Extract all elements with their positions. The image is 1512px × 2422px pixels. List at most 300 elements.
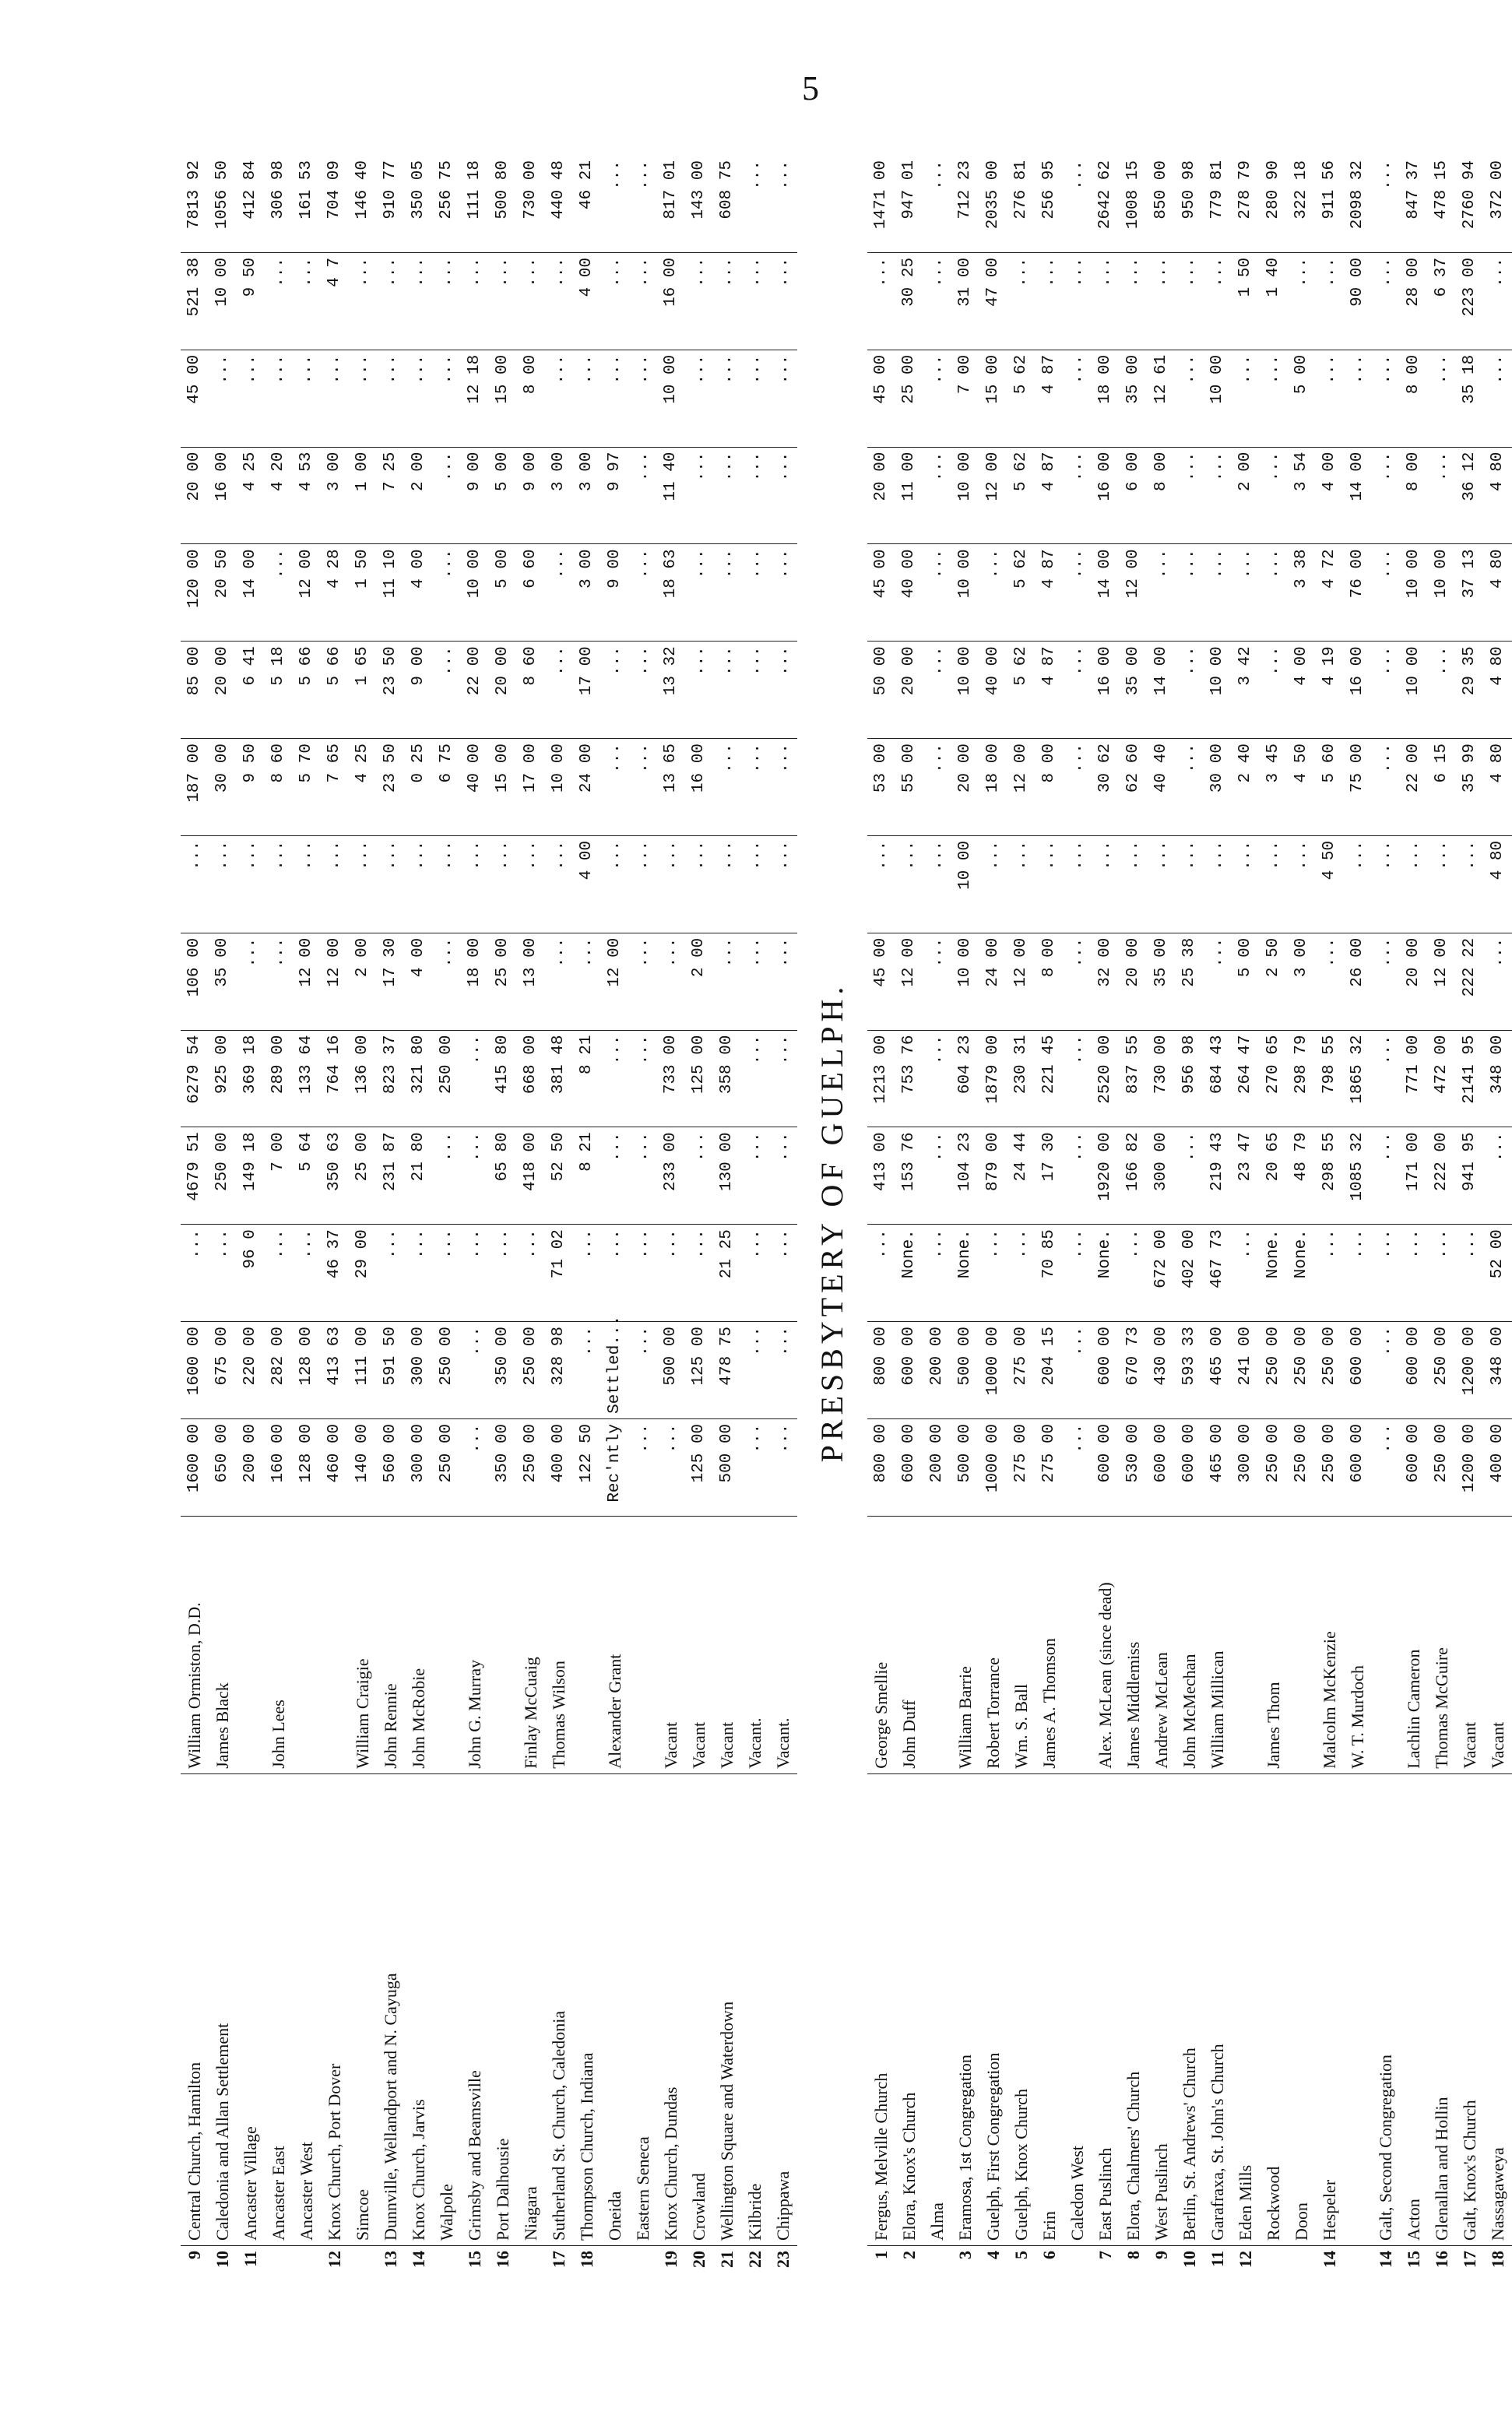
amount-cell: 120 00 bbox=[181, 544, 209, 642]
amount-cell: ... bbox=[741, 933, 769, 1030]
row-number bbox=[1064, 2245, 1092, 2289]
amount-cell: 2 00 bbox=[1232, 447, 1260, 544]
amount-cell: 231 87 bbox=[377, 1127, 405, 1225]
amount-cell: 771 00 bbox=[1400, 1030, 1428, 1127]
minister-name bbox=[237, 1516, 265, 1773]
amount-cell: 9 50 bbox=[237, 252, 265, 350]
congregation-name: Port Dalhousie bbox=[489, 1773, 517, 2245]
amount-cell: 412 84 bbox=[241, 160, 259, 220]
amount-cell: 52 00 bbox=[1484, 1225, 1512, 1322]
amount-cell: 280 90 bbox=[1264, 160, 1282, 220]
amount-cell: ... bbox=[1316, 252, 1344, 350]
table-row bbox=[685, 156, 713, 2289]
amount-cell: 4 25 bbox=[349, 739, 377, 836]
amount-cell: None. bbox=[1288, 1225, 1316, 1322]
amount-cell: ... bbox=[1092, 835, 1120, 933]
amount-cell: ... bbox=[377, 350, 405, 447]
amount-cell: ... bbox=[1372, 835, 1400, 933]
amount-cell: ... bbox=[1064, 1127, 1092, 1225]
amount-cell: 4 80 bbox=[1484, 447, 1512, 544]
table-row bbox=[741, 156, 769, 2289]
amount-cell: ... bbox=[979, 544, 1007, 642]
amount-cell: 143 00 bbox=[690, 160, 708, 220]
congregation-name: Eastern Seneca bbox=[629, 1773, 657, 2245]
presbytery-heading-row bbox=[797, 156, 867, 2289]
amount-cell: ... bbox=[433, 1225, 461, 1322]
row-number: 19 bbox=[657, 2245, 685, 2289]
amount-cell: ... bbox=[1344, 350, 1372, 447]
congregation-name: Garafraxa, St. John's Church bbox=[1204, 1773, 1232, 2245]
table-row bbox=[1288, 156, 1316, 2289]
amount-cell: ... bbox=[1064, 1030, 1092, 1127]
amount-cell: ... bbox=[377, 1225, 405, 1322]
amount-cell: 250 00 bbox=[433, 1030, 461, 1127]
amount-cell: 35 99 bbox=[1456, 739, 1484, 836]
amount-cell: 250 00 bbox=[1316, 1322, 1344, 1419]
row-number: 14 bbox=[405, 2245, 433, 2289]
amount-cell: ... bbox=[1377, 160, 1394, 190]
amount-cell: ... bbox=[1120, 835, 1148, 933]
page-number: 5 bbox=[802, 69, 819, 107]
amount-cell: 250 00 bbox=[517, 1418, 545, 1516]
amount-cell: ... bbox=[1232, 544, 1260, 642]
amount-cell: ... bbox=[1288, 835, 1316, 933]
amount-cell: 418 00 bbox=[517, 1127, 545, 1225]
table-row bbox=[1344, 156, 1372, 2289]
amount-cell: 24 44 bbox=[1007, 1127, 1036, 1225]
amount-cell: ... bbox=[601, 1127, 629, 1225]
amount-cell: 798 55 bbox=[1316, 1030, 1344, 1127]
amount-cell: 1085 32 bbox=[1344, 1127, 1372, 1225]
amount-cell: 730 00 bbox=[1148, 1030, 1176, 1127]
amount-cell: ... bbox=[629, 1225, 657, 1322]
amount-cell: ... bbox=[769, 933, 797, 1030]
amount-cell: 21 80 bbox=[405, 1127, 433, 1225]
amount-cell: ... bbox=[1148, 544, 1176, 642]
amount-cell: ... bbox=[601, 739, 629, 836]
amount-cell: ... bbox=[1064, 642, 1092, 739]
amount-cell: ... bbox=[405, 1225, 433, 1322]
amount-cell: 256 95 bbox=[1040, 160, 1058, 220]
table-row bbox=[769, 156, 797, 2289]
amount-cell: ... bbox=[601, 350, 629, 447]
amount-cell: ... bbox=[1428, 350, 1456, 447]
amount-cell: 672 00 bbox=[1148, 1225, 1176, 1322]
amount-cell: 18 63 bbox=[657, 544, 685, 642]
amount-cell: 3 00 bbox=[573, 544, 601, 642]
congregation-name: Erin bbox=[1036, 1773, 1064, 2245]
amount-cell: ... bbox=[433, 933, 461, 1030]
congregation-name: Caledonia and Allan Settlement bbox=[209, 1773, 237, 2245]
minister-name: Thomas McGuire bbox=[1428, 1516, 1456, 1773]
amount-cell: ... bbox=[741, 1322, 769, 1419]
amount-cell: ... bbox=[923, 1225, 951, 1322]
amount-cell: 956 98 bbox=[1176, 1030, 1204, 1127]
amount-cell: ... bbox=[769, 835, 797, 933]
amount-cell: 46 21 bbox=[578, 160, 596, 210]
amount-cell: ... bbox=[713, 739, 741, 836]
amount-cell: ... bbox=[433, 252, 461, 350]
congregation-name: Berlin, St. Andrews' Church bbox=[1176, 1773, 1204, 2245]
amount-cell: ... bbox=[685, 447, 713, 544]
amount-cell: 500 00 bbox=[951, 1418, 979, 1516]
row-number: 16 bbox=[489, 2245, 517, 2289]
amount-cell: 530 00 bbox=[1120, 1418, 1148, 1516]
amount-cell: 71 02 bbox=[545, 1225, 573, 1322]
amount-cell: 9 97 bbox=[601, 447, 629, 544]
row-number: 10 bbox=[1176, 2245, 1204, 2289]
table-row bbox=[1176, 156, 1204, 2289]
amount-cell: 440 48 bbox=[550, 160, 568, 220]
amount-cell: ... bbox=[265, 1225, 293, 1322]
minister-name: John McRobie bbox=[405, 1516, 433, 1773]
amount-cell: 3 00 bbox=[573, 447, 601, 544]
amount-cell: 328 98 bbox=[545, 1322, 573, 1419]
amount-cell: ... bbox=[1400, 835, 1428, 933]
amount-cell: 5 62 bbox=[1007, 350, 1036, 447]
minister-name: Malcolm McKenzie bbox=[1316, 1516, 1344, 1773]
amount-cell: 600 00 bbox=[895, 1322, 923, 1419]
amount-cell: 35 00 bbox=[209, 933, 237, 1030]
amount-cell: 1 50 bbox=[1232, 252, 1260, 350]
congregation-name: Sutherland St. Church, Caledonia bbox=[545, 1773, 573, 2245]
congregation-name: Walpole bbox=[433, 1773, 461, 2245]
amount-cell: 17 00 bbox=[517, 739, 545, 836]
amount-cell: None. bbox=[1092, 1225, 1120, 1322]
amount-cell: 2 40 bbox=[1232, 739, 1260, 836]
amount-cell: ... bbox=[545, 350, 573, 447]
amount-cell: 130 00 bbox=[713, 1127, 741, 1225]
amount-cell: 9 50 bbox=[237, 739, 265, 836]
amount-cell: ... bbox=[1372, 1030, 1400, 1127]
amount-cell: 837 55 bbox=[1120, 1030, 1148, 1127]
amount-cell: ... bbox=[1260, 544, 1288, 642]
row-number: 12 bbox=[321, 2245, 349, 2289]
table-row bbox=[1372, 156, 1400, 2289]
amount-cell: 111 00 bbox=[349, 1322, 377, 1419]
amount-cell: ... bbox=[629, 1127, 657, 1225]
amount-cell: ... bbox=[867, 1225, 895, 1322]
amount-cell: 668 00 bbox=[517, 1030, 545, 1127]
minister-name: Robert Torrance bbox=[979, 1516, 1007, 1773]
congregation-name: Ancaster East bbox=[265, 1773, 293, 2245]
amount-cell: 5 62 bbox=[1007, 544, 1036, 642]
amount-cell: ... bbox=[629, 835, 657, 933]
amount-cell: 10 00 bbox=[1204, 642, 1232, 739]
table-row bbox=[979, 156, 1007, 2289]
amount-cell: 20 00 bbox=[1400, 933, 1428, 1030]
amount-cell: ... bbox=[1344, 835, 1372, 933]
minister-name: Thomas Wilson bbox=[545, 1516, 573, 1773]
amount-cell: ... bbox=[746, 160, 764, 190]
congregation-name: Crowland bbox=[685, 1773, 713, 2245]
amount-cell: 600 00 bbox=[1400, 1322, 1428, 1419]
amount-cell: 12 00 bbox=[321, 933, 349, 1030]
minister-name: Vacant bbox=[713, 1516, 741, 1773]
amount-cell: 18 00 bbox=[461, 933, 489, 1030]
amount-cell: 18 00 bbox=[1092, 350, 1120, 447]
amount-cell: 1200 00 bbox=[1456, 1418, 1484, 1516]
amount-cell: 222 00 bbox=[1428, 1127, 1456, 1225]
row-number: 10 bbox=[209, 2245, 237, 2289]
amount-cell: 381 48 bbox=[545, 1030, 573, 1127]
amount-cell: 221 45 bbox=[1036, 1030, 1064, 1127]
amount-cell: ... bbox=[433, 1127, 461, 1225]
row-number bbox=[601, 2245, 629, 2289]
amount-cell: ... bbox=[377, 835, 405, 933]
amount-cell: ... bbox=[321, 350, 349, 447]
minister-name: Wm. S. Ball bbox=[1007, 1516, 1036, 1773]
amount-cell: 22 00 bbox=[1400, 739, 1428, 836]
amount-cell: ... bbox=[293, 252, 321, 350]
amount-cell: ... bbox=[405, 252, 433, 350]
amount-cell: ... bbox=[461, 1127, 489, 1225]
amount-cell: ... bbox=[1484, 1127, 1512, 1225]
amount-cell: ... bbox=[237, 350, 265, 447]
row-number bbox=[265, 2245, 293, 2289]
amount-cell: 5 00 bbox=[489, 447, 517, 544]
amount-cell: 10 00 bbox=[461, 544, 489, 642]
minister-name: Andrew McLean bbox=[1148, 1516, 1176, 1773]
amount-cell: 2520 00 bbox=[1092, 1030, 1120, 1127]
row-number: 14 bbox=[1372, 2245, 1400, 2289]
amount-cell: 30 00 bbox=[209, 739, 237, 836]
minister-name: Vacant bbox=[657, 1516, 685, 1773]
amount-cell: ... bbox=[1036, 252, 1064, 350]
congregation-name: Glenallan and Hollin bbox=[1428, 1773, 1456, 2245]
amount-cell: ... bbox=[629, 1322, 657, 1419]
amount-cell: 45 00 bbox=[867, 544, 895, 642]
congregation-name: Knox Church, Port Dover bbox=[321, 1773, 349, 2245]
amount-cell: 20 00 bbox=[1120, 933, 1148, 1030]
amount-cell: ... bbox=[545, 835, 573, 933]
amount-cell: 358 00 bbox=[713, 1030, 741, 1127]
minister-name: Vacant. bbox=[741, 1516, 769, 1773]
amount-cell: None. bbox=[1260, 1225, 1288, 1322]
amount-cell: 3 45 bbox=[1260, 739, 1288, 836]
amount-cell: ... bbox=[573, 933, 601, 1030]
amount-cell: 8 21 bbox=[573, 1127, 601, 1225]
amount-cell: 18 00 bbox=[979, 739, 1007, 836]
amount-cell: 219 43 bbox=[1204, 1127, 1232, 1225]
amount-cell: 1 50 bbox=[349, 544, 377, 642]
amount-cell: None. bbox=[951, 1225, 979, 1322]
amount-cell: 45 00 bbox=[867, 350, 895, 447]
amount-cell: ... bbox=[601, 1030, 629, 1127]
amount-cell: ... bbox=[741, 1030, 769, 1127]
amount-cell: 111 18 bbox=[466, 160, 483, 220]
amount-cell: ... bbox=[634, 160, 652, 190]
minister-name bbox=[1232, 1516, 1260, 1773]
amount-cell: 1920 00 bbox=[1092, 1127, 1120, 1225]
amount-cell: 1000 00 bbox=[979, 1322, 1007, 1419]
congregation-name: Grimsby and Beamsville bbox=[461, 1773, 489, 2245]
amount-cell: 3 00 bbox=[1288, 933, 1316, 1030]
amount-cell: ... bbox=[1064, 933, 1092, 1030]
amount-cell: 171 00 bbox=[1400, 1127, 1428, 1225]
amount-cell: 16 00 bbox=[685, 739, 713, 836]
amount-cell: 5 60 bbox=[1316, 739, 1344, 836]
amount-cell: ... bbox=[1456, 835, 1484, 933]
amount-cell: 21 25 bbox=[713, 1225, 741, 1322]
amount-cell: 298 79 bbox=[1288, 1030, 1316, 1127]
amount-cell: ... bbox=[741, 544, 769, 642]
amount-cell: ... bbox=[629, 1418, 657, 1516]
amount-cell: 50 00 bbox=[867, 642, 895, 739]
amount-cell: 753 76 bbox=[895, 1030, 923, 1127]
amount-cell: 3 00 bbox=[545, 447, 573, 544]
amount-cell: 22 00 bbox=[461, 642, 489, 739]
amount-cell: 348 00 bbox=[1484, 1030, 1512, 1127]
minister-name: James Black bbox=[209, 1516, 237, 1773]
amount-cell: 40 40 bbox=[1148, 739, 1176, 836]
table-row bbox=[517, 156, 545, 2289]
amount-cell: 800 00 bbox=[867, 1322, 895, 1419]
amount-cell: 2 00 bbox=[685, 933, 713, 1030]
amount-cell: 6 15 bbox=[1428, 739, 1456, 836]
amount-cell: ... bbox=[601, 642, 629, 739]
amount-cell: 684 43 bbox=[1204, 1030, 1232, 1127]
amount-cell: ... bbox=[606, 160, 624, 190]
congregation-name: Acton bbox=[1400, 1773, 1428, 2245]
amount-cell: 32 00 bbox=[1092, 933, 1120, 1030]
amount-cell: ... bbox=[1092, 252, 1120, 350]
amount-cell: ... bbox=[1064, 1225, 1092, 1322]
congregation-name: Galt, Second Congregation bbox=[1372, 1773, 1400, 2245]
minister-name bbox=[573, 1516, 601, 1773]
amount-cell: 947 01 bbox=[900, 160, 918, 220]
amount-cell: 250 00 bbox=[433, 1418, 461, 1516]
congregation-name: Doon bbox=[1288, 1773, 1316, 2245]
amount-cell: 270 65 bbox=[1260, 1030, 1288, 1127]
table-row bbox=[1456, 156, 1484, 2289]
amount-cell: ... bbox=[1372, 933, 1400, 1030]
amount-cell: ... bbox=[1260, 642, 1288, 739]
amount-cell: 650 00 bbox=[209, 1418, 237, 1516]
table-row bbox=[265, 156, 293, 2289]
amount-cell: 8 60 bbox=[517, 642, 545, 739]
amount-cell: ... bbox=[517, 252, 545, 350]
amount-cell: 37 13 bbox=[1456, 544, 1484, 642]
amount-cell: ... bbox=[1176, 835, 1204, 933]
amount-cell: 10 00 bbox=[1428, 544, 1456, 642]
row-number: 23 bbox=[769, 2245, 797, 2289]
amount-cell: ... bbox=[741, 1127, 769, 1225]
amount-cell: 478 75 bbox=[713, 1322, 741, 1419]
amount-cell: Settled... bbox=[601, 1322, 629, 1419]
amount-cell: 30 25 bbox=[895, 252, 923, 350]
amount-cell: 70 85 bbox=[1036, 1225, 1064, 1322]
amount-cell: ... bbox=[1176, 739, 1204, 836]
row-number bbox=[433, 2245, 461, 2289]
amount-cell: 3 00 bbox=[321, 447, 349, 544]
table-row bbox=[489, 156, 517, 2289]
amount-cell: 20 00 bbox=[489, 642, 517, 739]
amount-cell: 2760 94 bbox=[1461, 160, 1479, 230]
minister-name: James A. Thomson bbox=[1036, 1516, 1064, 1773]
amount-cell: 2 00 bbox=[349, 933, 377, 1030]
amount-cell: 910 77 bbox=[382, 160, 399, 220]
amount-cell: 220 00 bbox=[237, 1322, 265, 1419]
amount-cell: 10 00 bbox=[951, 642, 979, 739]
amount-cell: 4 80 bbox=[1484, 642, 1512, 739]
amount-cell: 10 00 bbox=[209, 252, 237, 350]
amount-cell: 430 00 bbox=[1148, 1322, 1176, 1419]
table-row bbox=[377, 156, 405, 2289]
amount-cell: ... bbox=[657, 1225, 685, 1322]
amount-cell: ... bbox=[349, 350, 377, 447]
amount-cell: 30 62 bbox=[1092, 739, 1120, 836]
amount-cell: ... bbox=[1204, 933, 1232, 1030]
row-number: 9 bbox=[181, 2245, 209, 2289]
amount-cell: 12 00 bbox=[601, 933, 629, 1030]
amount-cell: ... bbox=[181, 835, 209, 933]
amount-cell: 600 00 bbox=[1148, 1418, 1176, 1516]
amount-cell: ... bbox=[349, 252, 377, 350]
congregation-name: Alma bbox=[923, 1773, 951, 2245]
amount-cell: 3 42 bbox=[1232, 642, 1260, 739]
amount-cell: ... bbox=[237, 835, 265, 933]
amount-cell: 911 56 bbox=[1320, 160, 1338, 220]
amount-cell: 2035 00 bbox=[984, 160, 1002, 230]
amount-cell: 941 95 bbox=[1456, 1127, 1484, 1225]
amount-cell: ... bbox=[1204, 447, 1232, 544]
amount-cell: ... bbox=[1007, 1225, 1036, 1322]
amount-cell: ... bbox=[1176, 1127, 1204, 1225]
row-number: 16 bbox=[1428, 2245, 1456, 2289]
amount-cell: ... bbox=[923, 739, 951, 836]
minister-name: John Duff bbox=[895, 1516, 923, 1773]
amount-cell: ... bbox=[181, 1225, 209, 1322]
amount-cell: ... bbox=[629, 447, 657, 544]
amount-cell: ... bbox=[321, 835, 349, 933]
amount-cell: 600 00 bbox=[1176, 1418, 1204, 1516]
amount-cell: 0 25 bbox=[405, 739, 433, 836]
amount-cell: ... bbox=[1064, 739, 1092, 836]
amount-cell: 13 65 bbox=[657, 739, 685, 836]
table-row bbox=[1316, 156, 1344, 2289]
congregation-name: Nassagaweya bbox=[1484, 1773, 1512, 2245]
amount-cell: 11 00 bbox=[895, 447, 923, 544]
amount-cell: 250 00 bbox=[1288, 1418, 1316, 1516]
amount-cell: 9 00 bbox=[517, 447, 545, 544]
amount-cell: 250 00 bbox=[517, 1322, 545, 1419]
amount-cell: 40 00 bbox=[979, 642, 1007, 739]
amount-cell: 250 00 bbox=[1428, 1418, 1456, 1516]
row-number bbox=[629, 2245, 657, 2289]
amount-cell: 467 73 bbox=[1204, 1225, 1232, 1322]
amount-cell: 4 53 bbox=[293, 447, 321, 544]
row-number: 11 bbox=[1204, 2245, 1232, 2289]
amount-cell: ... bbox=[629, 739, 657, 836]
amount-cell: 823 37 bbox=[377, 1030, 405, 1127]
amount-cell: ... bbox=[1260, 350, 1288, 447]
amount-cell: ... bbox=[741, 835, 769, 933]
amount-cell: ... bbox=[265, 350, 293, 447]
amount-cell: ... bbox=[1316, 350, 1344, 447]
amount-cell: ... bbox=[433, 835, 461, 933]
amount-cell: ... bbox=[923, 252, 951, 350]
table-row bbox=[293, 156, 321, 2289]
congregation-name: Hespeler bbox=[1316, 1773, 1344, 2245]
amount-cell: 415 80 bbox=[489, 1030, 517, 1127]
amount-cell: 15 00 bbox=[489, 350, 517, 447]
congregation-name: Kilbride bbox=[741, 1773, 769, 2245]
minister-name bbox=[489, 1516, 517, 1773]
amount-cell: 3 38 bbox=[1288, 544, 1316, 642]
amount-cell: ... bbox=[1064, 544, 1092, 642]
amount-cell: ... bbox=[1064, 350, 1092, 447]
